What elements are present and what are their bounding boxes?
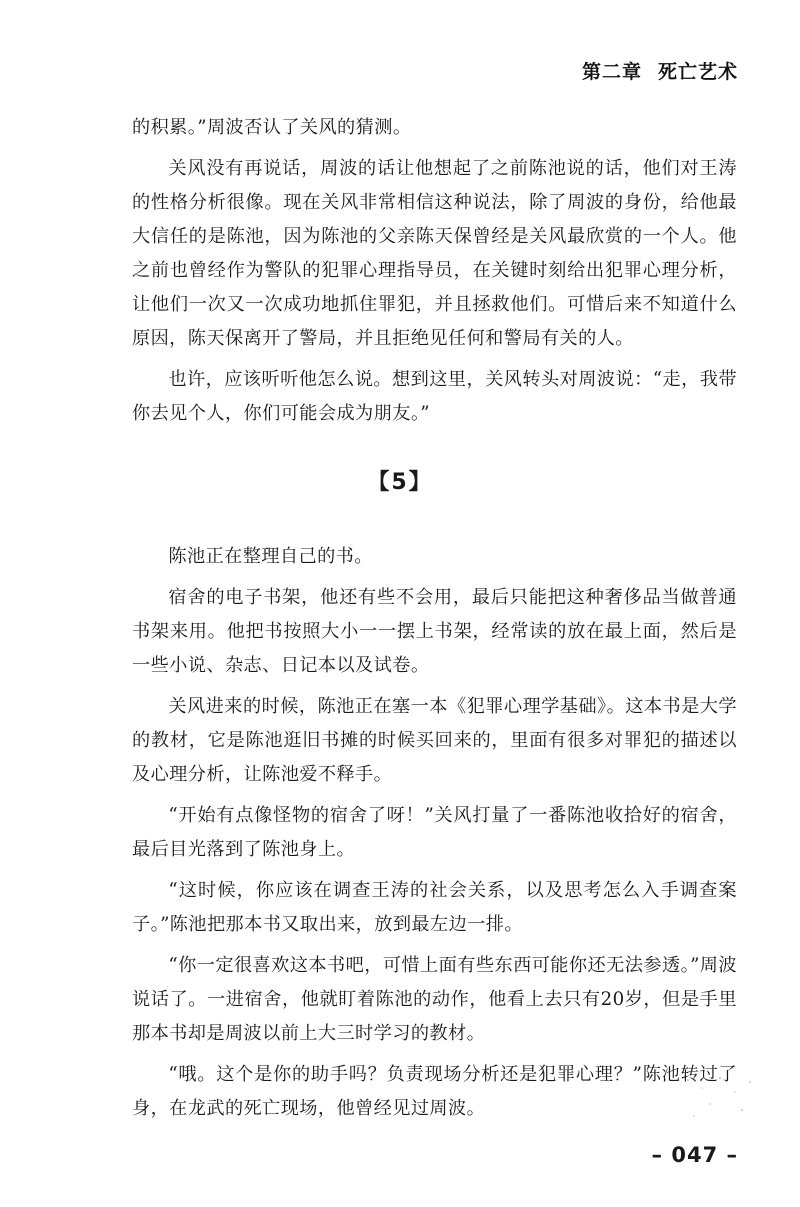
paragraph: “这时候，你应该在调查王涛的社会关系，以及思考怎么入手调查案子。”陈池把那本书又取出来，放到最左边一排。	[132, 880, 737, 935]
text-block-top	[132, 111, 737, 438]
paragraph: “你一定很喜欢这本书吧，可惜上面有些东西可能你还无法参透。”周波说话了。一进宿舍，他就盯着陈池的动作，他看上去只有20岁，但是手里那本书却是周波以前上大三时学习的教材。	[132, 955, 737, 1044]
paragraph: 宿舍的电子书架，他还有些不会用，最后只能把这种奢侈品当做普通书架来用。他把书按照大小一一摆上书架，经常读的放在最上面，然后是一些小说、杂志、日记本以及试卷。	[132, 587, 737, 676]
chapter-number: 第二章	[581, 61, 642, 83]
paragraph: 关风进来的时候，陈池正在塞一本《犯罪心理学基础》。这本书是大学的教材，它是陈池逛旧书摊的时候买回来的，里面有很多对罪犯的描述以及心理分析，让陈池爱不释手。	[132, 696, 737, 785]
paragraph: “哦。这个是你的助手吗？负责现场分析还是犯罪心理？”陈池转过了身，在龙武的死亡现场，他曾经见过周波。	[132, 1064, 737, 1119]
paragraph: 关风没有再说话，周波的话让他想起了之前陈池说的话，他们对王涛的性格分析很像。现在关风非常相信这种说法，除了周波的身份，给他最大信任的是陈池，因为陈池的父亲陈天保曾经是关风最欣赏的一个人。他之前也曾经作为警队的犯罪心理指导员，在关键时刻给出犯罪心理分析，让他们一次又一次成功地抓住罪犯，并且拯救他们。可惜后来不知道什么原因，陈天保离开了警局，并且拒绝见任何和警局有关的人。	[132, 158, 737, 349]
page-number: – 047 –	[651, 1143, 738, 1167]
paragraph: 也许，应该听听他怎么说。想到这里，关风转头对周波说：“走，我带你去见个人，你们可能会成为朋友。”	[132, 369, 737, 424]
scan-speckle	[680, 1070, 760, 1130]
paragraph: 的积累。”周波否认了关风的猜测。	[132, 117, 412, 138]
section-heading: 【5】	[367, 470, 433, 495]
paragraph: 陈池正在整理自己的书。	[168, 546, 373, 567]
text-block-bottom	[132, 540, 737, 1133]
paragraph: “开始有点像怪物的宿舍了呀！”关风打量了一番陈池收拾好的宿舍，最后目光落到了陈池身上。	[132, 805, 737, 860]
running-header	[582, 57, 738, 84]
chapter-title: 死亡艺术	[657, 61, 738, 83]
